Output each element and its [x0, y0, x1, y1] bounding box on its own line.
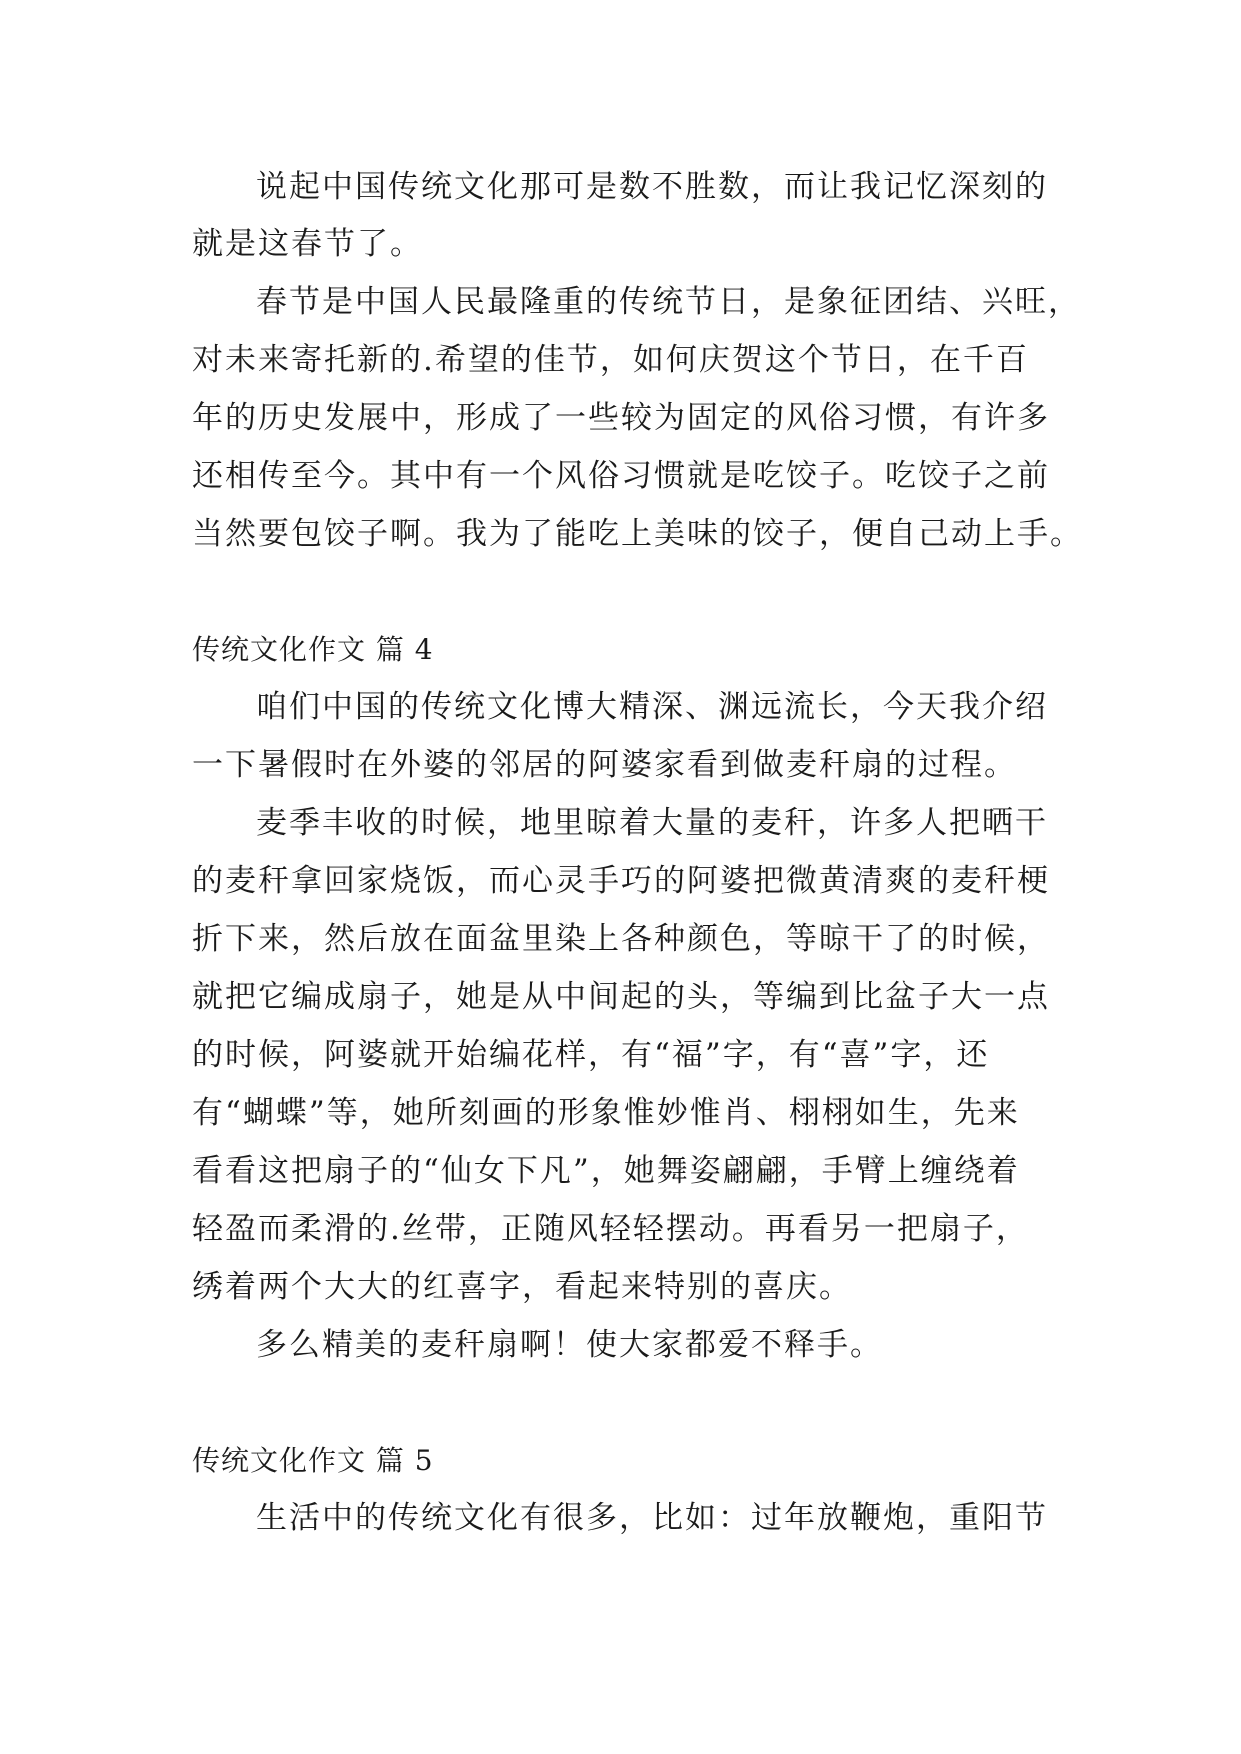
section-heading: 传统文化作文 篇 4	[192, 633, 434, 666]
paragraph-line: 对未来寄托新的.希望的佳节，如何庆贺这个节日，在千百	[192, 342, 1029, 378]
paragraph-line: 就把它编成扇子，她是从中间起的头，等编到比盆子大一点	[192, 979, 1050, 1015]
paragraph-line: 麦季丰收的时候，地里晾着大量的麦秆，许多人把晒干	[256, 805, 1048, 841]
paragraph-line: 绣着两个大大的红喜字，看起来特别的喜庆。	[192, 1269, 852, 1305]
paragraph-line: 的时候，阿婆就开始编花样，有“福”字，有“喜”字，还	[192, 1037, 990, 1073]
section-heading: 传统文化作文 篇 5	[192, 1444, 434, 1477]
paragraph-line: 一下暑假时在外婆的邻居的阿婆家看到做麦秆扇的过程。	[192, 747, 1017, 783]
paragraph-line: 咱们中国的传统文化博大精深、渊远流长，今天我介绍	[256, 689, 1048, 725]
paragraph-line: 年的历史发展中，形成了一些较为固定的风俗习惯，有许多	[192, 400, 1050, 436]
paragraph-line: 生活中的传统文化有很多，比如：过年放鞭炮，重阳节	[256, 1500, 1048, 1536]
paragraph-line: 当然要包饺子啊。我为了能吃上美味的饺子，便自己动上手。	[192, 516, 1083, 552]
paragraph-line: 看看这把扇子的“仙女下凡”，她舞姿翩翩，手臂上缠绕着	[192, 1153, 1020, 1189]
paragraph-line: 有“蝴蝶”等，她所刻画的形象惟妙惟肖、栩栩如生，先来	[192, 1095, 1020, 1131]
paragraph-line: 轻盈而柔滑的.丝带，正随风轻轻摆动。再看另一把扇子，	[192, 1211, 1029, 1247]
paragraph-line: 多么精美的麦秆扇啊！使大家都爱不释手。	[256, 1327, 883, 1363]
paragraph-line: 春节是中国人民最隆重的传统节日，是象征团结、兴旺，	[256, 284, 1081, 320]
paragraph-line: 说起中国传统文化那可是数不胜数，而让我记忆深刻的	[256, 169, 1048, 205]
paragraph-line: 折下来，然后放在面盆里染上各种颜色，等晾干了的时候，	[192, 921, 1050, 957]
paragraph-line: 还相传至今。其中有一个风俗习惯就是吃饺子。吃饺子之前	[192, 458, 1050, 494]
paragraph-line: 就是这春节了。	[192, 226, 423, 262]
paragraph-line: 的麦秆拿回家烧饭，而心灵手巧的阿婆把微黄清爽的麦秆梗	[192, 863, 1050, 899]
